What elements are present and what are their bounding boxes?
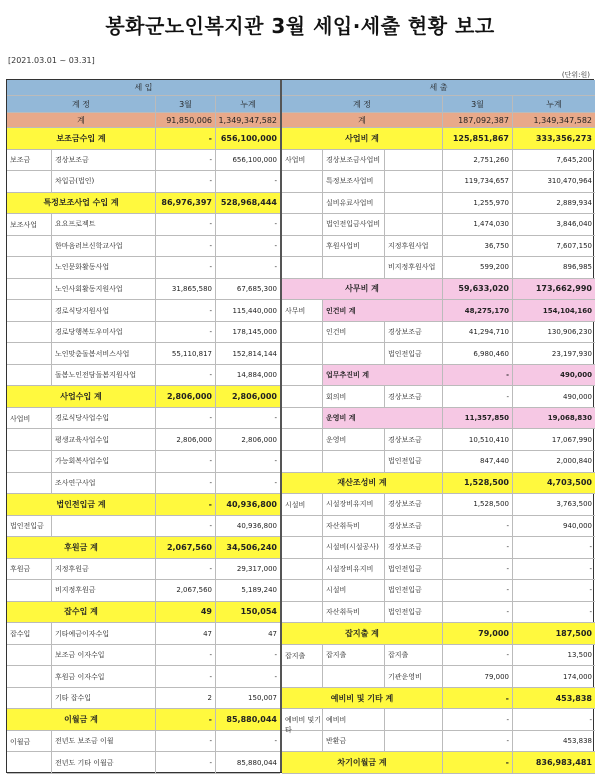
item-cumulative: 150,007 — [215, 688, 280, 709]
item-sublabel: 법인전입금 — [384, 451, 442, 472]
item-month: - — [155, 214, 215, 235]
item-month: - — [155, 516, 215, 537]
item-cumulative: 2,000,840 — [512, 451, 595, 472]
item-sublabel — [384, 709, 442, 730]
item-label — [51, 516, 155, 537]
subsubtotal-month: - — [442, 365, 512, 386]
item-month: - — [155, 666, 215, 687]
item-label: 인건비 — [322, 322, 384, 343]
income-category-label: 이월금 — [10, 737, 31, 746]
expense-item-row — [282, 236, 595, 258]
item-cumulative: - — [215, 645, 280, 666]
subtotal-label: 보조금수입 계 — [56, 133, 106, 143]
item-cumulative: 47 — [215, 623, 280, 644]
item-month: - — [155, 322, 215, 343]
item-cumulative: - — [512, 602, 595, 623]
income-item-row — [7, 473, 280, 495]
item-month: - — [442, 580, 512, 601]
expense-category-label: 사무비 — [285, 307, 306, 316]
income-subtotal-row — [7, 709, 280, 731]
item-cumulative: 2,806,000 — [215, 429, 280, 450]
month-header: 3월 — [442, 96, 512, 112]
subtotal-month: 2,067,560 — [155, 537, 215, 558]
item-cumulative: 7,607,150 — [512, 236, 595, 257]
expense-category-label: 잡지출 — [285, 651, 306, 660]
subtotal-month: 125,851,867 — [442, 128, 512, 149]
item-label: 경상보조금사업비 — [322, 150, 384, 171]
item-label: 전년도 기타 이월금 — [51, 752, 155, 773]
item-month: 36,750 — [442, 236, 512, 257]
unit-label: (단위:원) — [561, 71, 590, 79]
subtotal-month: 1,528,500 — [442, 473, 512, 494]
item-cumulative: 67,685,300 — [215, 279, 280, 300]
item-label: 후원사업비 — [322, 236, 384, 257]
expense-item-row — [282, 193, 595, 215]
item-label — [322, 451, 384, 472]
report-period: [2021.03.01 ~ 03.31] — [8, 56, 95, 65]
item-label: 기타 잡수입 — [51, 688, 155, 709]
item-month: 599,200 — [442, 257, 512, 278]
total-month: 187,092,387 — [442, 113, 512, 127]
subtotal-month: - — [155, 709, 215, 730]
item-sublabel: 기관운영비 — [384, 666, 442, 687]
item-sublabel — [384, 150, 442, 171]
item-cumulative: 310,470,964 — [512, 171, 595, 192]
income-subtotal-row — [7, 128, 280, 150]
subtotal-month: 86,976,397 — [155, 193, 215, 214]
item-month: - — [155, 752, 215, 773]
item-cumulative: - — [512, 559, 595, 580]
income-item-row — [7, 279, 280, 301]
total-label: 계 — [358, 115, 366, 125]
item-sublabel: 경상보조금 — [384, 516, 442, 537]
expense-item-row — [282, 516, 595, 538]
page-title: 봉화군노인복지관 3월 세입·세출 현황 보고 — [105, 14, 495, 38]
item-sublabel: 비지정후원사업 — [384, 257, 442, 278]
item-cumulative: 453,838 — [512, 731, 595, 752]
item-month: - — [442, 516, 512, 537]
expense-item-row — [282, 171, 595, 193]
income-item-row — [7, 236, 280, 258]
subtotal-month: - — [442, 752, 512, 773]
item-sublabel: 지정후원사업 — [384, 236, 442, 257]
item-label: 한마음러브신학교사업 — [51, 236, 155, 257]
subsubtotal-cumulative: 154,104,160 — [512, 300, 595, 321]
subtotal-cumulative: 34,506,240 — [215, 537, 280, 558]
income-item-row — [7, 300, 280, 322]
item-month: - — [155, 645, 215, 666]
total-label: 계 — [77, 115, 85, 125]
item-month: 10,510,410 — [442, 429, 512, 450]
item-cumulative: - — [512, 537, 595, 558]
item-cumulative: 17,067,990 — [512, 429, 595, 450]
item-label — [322, 343, 384, 364]
item-label: 시설비(시설공사) — [322, 537, 384, 558]
expense-total-row — [282, 113, 595, 128]
expense-subtotal-row — [282, 473, 595, 495]
item-month: - — [442, 709, 512, 730]
item-month: - — [155, 150, 215, 171]
cumulative-header: 누계 — [512, 96, 595, 112]
item-label — [322, 666, 384, 687]
expense-item-row — [282, 645, 595, 667]
subtotal-label: 후원금 계 — [64, 542, 98, 552]
subtotal-cumulative: 150,054 — [215, 602, 280, 623]
income-category-label: 보조사업 — [10, 220, 38, 229]
item-label: 자산취득비 — [322, 516, 384, 537]
item-sublabel: 경상보조금 — [384, 494, 442, 515]
item-label: 돌봄노인전담돌봄지원사업 — [51, 365, 155, 386]
subtotal-month: - — [442, 688, 512, 709]
item-month: 847,440 — [442, 451, 512, 472]
item-month: - — [442, 602, 512, 623]
income-item-row — [7, 688, 280, 710]
item-label: 평생교육사업수입 — [51, 429, 155, 450]
subtotal-month: - — [155, 494, 215, 515]
item-label: 운영비 — [322, 429, 384, 450]
item-month: - — [442, 645, 512, 666]
item-sublabel: 경상보조금 — [384, 429, 442, 450]
item-month: 6,980,460 — [442, 343, 512, 364]
item-cumulative: - — [215, 214, 280, 235]
item-month: 2 — [155, 688, 215, 709]
item-label: 조사연구사업 — [51, 473, 155, 494]
subtotal-cumulative: 173,662,990 — [512, 279, 595, 300]
income-total-row — [7, 113, 280, 128]
item-sublabel: 경상보조금 — [384, 386, 442, 407]
subtotal-month: 79,000 — [442, 623, 512, 644]
income-column-header — [7, 96, 280, 113]
item-cumulative: 23,197,930 — [512, 343, 595, 364]
income-subtotal-row — [7, 386, 280, 408]
item-label: 요요프로젝트 — [51, 214, 155, 235]
expense-category-label: 예비비 및기타 — [285, 716, 322, 735]
subtotal-cumulative: 333,356,273 — [512, 128, 595, 149]
account-header: 계 정 — [72, 99, 90, 109]
item-cumulative: 896,985 — [512, 257, 595, 278]
item-label: 회의비 — [322, 386, 384, 407]
item-cumulative: 130,906,230 — [512, 322, 595, 343]
item-cumulative: 940,000 — [512, 516, 595, 537]
item-month: - — [442, 731, 512, 752]
subtotal-cumulative: 85,880,044 — [215, 709, 280, 730]
subsubtotal-cumulative: 490,000 — [512, 365, 595, 386]
item-label: 경로식당사업수입 — [51, 408, 155, 429]
account-header: 계 정 — [353, 99, 371, 109]
item-label: 예비비 — [322, 709, 384, 730]
subtotal-cumulative: 40,936,800 — [215, 494, 280, 515]
report-table — [6, 79, 594, 773]
item-cumulative: 115,440,000 — [215, 300, 280, 321]
item-label: 시설장비유지비 — [322, 559, 384, 580]
income-item-row — [7, 429, 280, 451]
item-month: 31,865,580 — [155, 279, 215, 300]
item-month: - — [155, 451, 215, 472]
item-label: 후원금 이자수입 — [51, 666, 155, 687]
item-cumulative: 85,880,044 — [215, 752, 280, 773]
item-sublabel: 법인전입금 — [384, 580, 442, 601]
item-sublabel — [384, 193, 442, 214]
item-sublabel — [384, 214, 442, 235]
item-cumulative: 656,100,000 — [215, 150, 280, 171]
income-item-row — [7, 171, 280, 193]
expense-item-row — [282, 731, 595, 753]
income-item-row — [7, 257, 280, 279]
item-label: 전년도 보조금 이월 — [51, 731, 155, 752]
subtotal-month: 59,633,020 — [442, 279, 512, 300]
subtotal-cumulative: 187,500 — [512, 623, 595, 644]
expense-item-row — [282, 580, 595, 602]
income-header-label: 세 입 — [134, 83, 153, 92]
expense-item-row — [282, 343, 595, 365]
item-month: 119,734,657 — [442, 171, 512, 192]
month-header: 3월 — [155, 96, 215, 112]
expense-item-row — [282, 602, 595, 624]
expense-item-row — [282, 709, 595, 731]
total-month: 91,850,006 — [155, 113, 215, 127]
item-sublabel: 법인전입금 — [384, 602, 442, 623]
item-month: 55,110,817 — [155, 343, 215, 364]
item-cumulative: 5,189,240 — [215, 580, 280, 601]
item-sublabel: 잡지출 — [384, 645, 442, 666]
expense-subsubtotal-row — [282, 300, 595, 322]
item-sublabel: 경상보조금 — [384, 322, 442, 343]
item-cumulative: - — [215, 257, 280, 278]
item-cumulative: - — [215, 666, 280, 687]
item-label: 시설비 — [322, 580, 384, 601]
income-category-label: 잡수입 — [10, 630, 31, 639]
item-label: 노인맞춤돌봄서비스사업 — [51, 343, 155, 364]
item-month: - — [442, 559, 512, 580]
expense-header-label: 세 출 — [429, 83, 448, 92]
cumulative-header: 누계 — [215, 96, 280, 112]
income-item-row — [7, 666, 280, 688]
item-cumulative: - — [512, 580, 595, 601]
item-cumulative: - — [215, 171, 280, 192]
item-label: 잡지출 — [322, 645, 384, 666]
subtotal-cumulative: 2,806,000 — [215, 386, 280, 407]
item-month: 2,751,260 — [442, 150, 512, 171]
item-cumulative: 490,000 — [512, 386, 595, 407]
expense-subtotal-row — [282, 752, 595, 774]
item-month: - — [155, 559, 215, 580]
item-month: - — [442, 537, 512, 558]
item-month: 41,294,710 — [442, 322, 512, 343]
expense-item-row — [282, 386, 595, 408]
expense-subtotal-row — [282, 688, 595, 710]
item-cumulative: 174,000 — [512, 666, 595, 687]
subtotal-label: 잡수입 계 — [64, 607, 98, 617]
item-month: 2,806,000 — [155, 429, 215, 450]
item-cumulative: 29,317,000 — [215, 559, 280, 580]
item-sublabel — [384, 731, 442, 752]
total-cumulative: 1,349,347,582 — [512, 113, 595, 127]
expense-item-row — [282, 666, 595, 688]
income-category-label: 후원금 — [10, 565, 31, 574]
subsubtotal-label: 운영비 계 — [322, 408, 442, 429]
item-label: 경상보조금 — [51, 150, 155, 171]
item-cumulative: - — [215, 408, 280, 429]
item-label: 자산취득비 — [322, 602, 384, 623]
expense-subtotal-row — [282, 623, 595, 645]
subtotal-label: 이월금 계 — [64, 715, 98, 725]
income-subtotal-row — [7, 537, 280, 559]
expense-item-row — [282, 257, 595, 279]
item-label: 반환금 — [322, 731, 384, 752]
item-label: 보조금 이자수입 — [51, 645, 155, 666]
item-label: 노인문화활동사업 — [51, 257, 155, 278]
item-month: 1,474,030 — [442, 214, 512, 235]
item-label: 차입금(법인) — [51, 171, 155, 192]
subtotal-cumulative: 4,703,500 — [512, 473, 595, 494]
subtotal-month: - — [155, 128, 215, 149]
item-label: 가능회복사업수입 — [51, 451, 155, 472]
item-label: 특정보조사업비 — [322, 171, 384, 192]
subtotal-label: 사업비 계 — [345, 133, 379, 143]
item-cumulative: 152,814,144 — [215, 343, 280, 364]
item-label — [322, 257, 384, 278]
expense-subsubtotal-row — [282, 408, 595, 430]
expense-item-row — [282, 150, 595, 172]
income-item-row — [7, 365, 280, 387]
item-sublabel — [384, 171, 442, 192]
item-month: 1,528,500 — [442, 494, 512, 515]
income-item-row — [7, 322, 280, 344]
subtotal-label: 특정보조사업 수입 계 — [43, 198, 119, 208]
subsubtotal-cumulative: 19,068,830 — [512, 408, 595, 429]
item-month: 2,067,560 — [155, 580, 215, 601]
expense-category-label: 사업비 — [285, 156, 306, 165]
income-item-row — [7, 580, 280, 602]
item-month: - — [442, 386, 512, 407]
expense-subtotal-row — [282, 279, 595, 301]
subtotal-cumulative: 836,983,481 — [512, 752, 595, 773]
item-month: - — [155, 731, 215, 752]
expense-item-row — [282, 494, 595, 516]
item-month: - — [155, 365, 215, 386]
subtotal-month: 49 — [155, 602, 215, 623]
item-sublabel: 법인전입금 — [384, 559, 442, 580]
item-cumulative: - — [215, 451, 280, 472]
item-cumulative: 3,763,500 — [512, 494, 595, 515]
income-category-label: 보조금 — [10, 156, 31, 165]
income-item-row — [7, 451, 280, 473]
item-cumulative: - — [215, 236, 280, 257]
subsubtotal-label: 인건비 계 — [322, 300, 442, 321]
item-cumulative: 13,500 — [512, 645, 595, 666]
item-label: 법인전입금사업비 — [322, 214, 384, 235]
subtotal-label: 차기이월금 계 — [337, 758, 387, 768]
income-header — [7, 80, 280, 96]
income-item-row — [7, 752, 280, 774]
income-subtotal-row — [7, 494, 280, 516]
income-item-row — [7, 343, 280, 365]
item-cumulative: 3,846,040 — [512, 214, 595, 235]
subtotal-label: 법인전입금 계 — [56, 499, 106, 509]
expense-item-row — [282, 537, 595, 559]
item-label: 경로식당지원사업 — [51, 300, 155, 321]
subtotal-month: 2,806,000 — [155, 386, 215, 407]
expense-column-header — [282, 96, 595, 113]
item-label: 지정후원금 — [51, 559, 155, 580]
item-month: - — [155, 257, 215, 278]
subtotal-cumulative: 528,968,444 — [215, 193, 280, 214]
item-month: - — [155, 473, 215, 494]
item-cumulative: - — [512, 709, 595, 730]
income-subtotal-row — [7, 193, 280, 215]
subtotal-label: 사업수입 계 — [60, 392, 102, 402]
expense-item-row — [282, 451, 595, 473]
item-cumulative: 2,889,934 — [512, 193, 595, 214]
item-month: 1,255,970 — [442, 193, 512, 214]
subsubtotal-label: 업무추진비 계 — [322, 365, 442, 386]
subtotal-label: 예비비 및 기타 계 — [330, 693, 394, 703]
subtotal-label: 재산조성비 계 — [337, 478, 387, 488]
expense-item-row — [282, 322, 595, 344]
expense-header — [282, 80, 595, 96]
item-label: 기타예금이자수입 — [51, 623, 155, 644]
item-cumulative: 40,936,800 — [215, 516, 280, 537]
item-month: - — [155, 408, 215, 429]
expense-category-label: 시설비 — [285, 500, 306, 509]
item-cumulative: - — [215, 473, 280, 494]
income-category-label: 법인전입금 — [10, 522, 44, 531]
subtotal-cumulative: 453,838 — [512, 688, 595, 709]
item-month: 47 — [155, 623, 215, 644]
total-cumulative: 1,349,347,582 — [215, 113, 280, 127]
item-label: 실비유료사업비 — [322, 193, 384, 214]
item-cumulative: 14,884,000 — [215, 365, 280, 386]
subtotal-label: 잡지출 계 — [345, 629, 379, 639]
item-cumulative: 178,145,000 — [215, 322, 280, 343]
item-month: - — [155, 171, 215, 192]
expense-subtotal-row — [282, 128, 595, 150]
income-subtotal-row — [7, 602, 280, 624]
expense-item-row — [282, 429, 595, 451]
item-month: 79,000 — [442, 666, 512, 687]
item-sublabel: 법인전입금 — [384, 343, 442, 364]
item-label: 노인사회활동지원사업 — [51, 279, 155, 300]
item-month: - — [155, 236, 215, 257]
item-cumulative: - — [215, 731, 280, 752]
subtotal-cumulative: 656,100,000 — [215, 128, 280, 149]
expense-item-row — [282, 214, 595, 236]
item-label: 비지정후원금 — [51, 580, 155, 601]
item-label: 시설장비유지비 — [322, 494, 384, 515]
subtotal-label: 사무비 계 — [345, 284, 379, 294]
subsubtotal-month: 48,275,170 — [442, 300, 512, 321]
item-sublabel: 경상보조금 — [384, 537, 442, 558]
subsubtotal-month: 11,357,850 — [442, 408, 512, 429]
expense-item-row — [282, 559, 595, 581]
item-label: 경로당행복도우미사업 — [51, 322, 155, 343]
item-cumulative: 7,645,200 — [512, 150, 595, 171]
expense-subsubtotal-row — [282, 365, 595, 387]
item-month: - — [155, 300, 215, 321]
income-category-label: 사업비 — [10, 414, 31, 423]
income-item-row — [7, 645, 280, 667]
